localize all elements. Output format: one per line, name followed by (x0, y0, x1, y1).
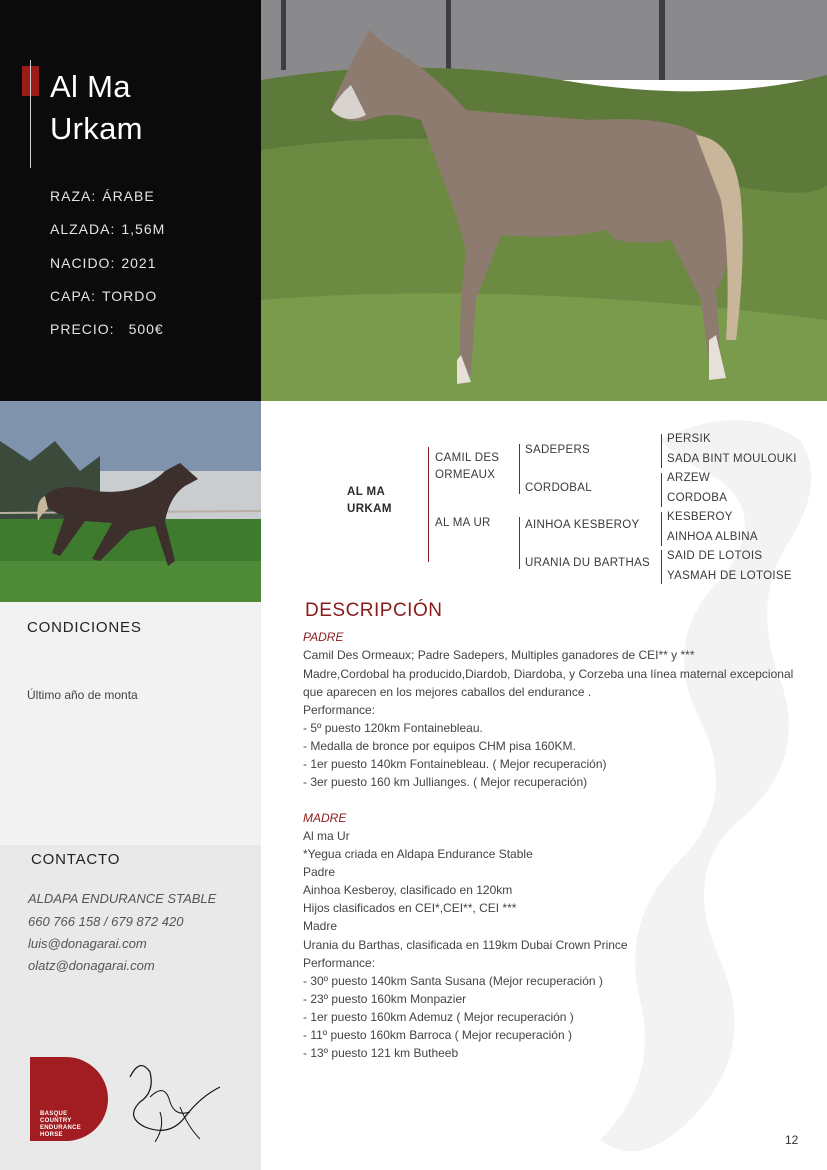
pedigree-subject: AL MA URKAM (347, 486, 392, 515)
pedigree-bar-dam (519, 517, 520, 569)
madre-line: - 11º puesto 160km Barroca ( Mejor recuperación ) (303, 1028, 572, 1042)
contact-email-olatz[interactable]: olatz@donagarai.com (28, 958, 155, 973)
conditions-panel (0, 602, 261, 845)
madre-line: Urania du Barthas, clasificada en 119km Dubai Crown Prince (303, 938, 628, 952)
pedigree-bar-sire (519, 444, 520, 494)
pedigree-g3-item: ARZEW (667, 472, 711, 484)
horse-name (50, 66, 250, 150)
page-number: 12 (785, 1133, 799, 1147)
madre-line: Madre (303, 919, 338, 933)
pedigree-bar-g3-2 (661, 473, 662, 507)
pedigree-g3-item: SAID DE LOTOIS (667, 550, 763, 562)
madre-line: - 13º puesto 121 km Butheeb (303, 1046, 459, 1060)
title-divider (30, 60, 31, 168)
madre-line: *Yegua criada en Aldapa Endurance Stable (303, 847, 533, 861)
pedigree-sire-dam: CORDOBAL (525, 482, 592, 494)
spec-capa: CAPA: TORDO (50, 288, 158, 304)
spec-raza: RAZA: ÁRABE (50, 188, 155, 204)
pedigree-g3-item: KESBEROY (667, 511, 733, 523)
pedigree-g3-item: YASMAH DE LOTOISE (667, 570, 792, 582)
pedigree-g3-item: AINHOA ALBINA (667, 531, 758, 543)
padre-line: - 1er puesto 140km Fontainebleau. ( Mejor recuperación) (303, 757, 607, 771)
pedigree-bar-gen1 (428, 447, 429, 562)
madre-line: Hijos clasificados en CEI*,CEI**, CEI *** (303, 901, 517, 915)
horse-name-line1: Al Ma (50, 69, 131, 104)
contact-phones[interactable]: 660 766 158 / 679 872 420 (28, 914, 184, 929)
padre-line: Camil Des Ormeaux; Padre Sadepers, Multiples ganadores de CEI** y *** (303, 648, 695, 662)
padre-line: Performance: (303, 703, 376, 717)
conditions-heading: CONDICIONES (27, 619, 142, 636)
pedigree-g3-item: PERSIK (667, 433, 711, 445)
padre-line: - 3er puesto 160 km Jullianges. ( Mejor recuperación) (303, 775, 588, 789)
secondary-horse-photo (0, 401, 261, 602)
madre-line: Al ma Ur (303, 829, 350, 843)
pedigree-dam-sire: AINHOA KESBEROY (525, 519, 640, 531)
pedigree-bar-g3-3 (661, 512, 662, 546)
padre-line: - Medalla de bronce por equipos CHM pisa 160KM. (303, 739, 576, 753)
pedigree-bar-g3-1 (661, 434, 662, 468)
madre-line: - 23º puesto 160km Monpazier (303, 992, 467, 1006)
padre-line: - 5º puesto 120km Fontainebleau. (303, 721, 483, 735)
pedigree-sire-sire: SADEPERS (525, 444, 591, 456)
conditions-text: Último año de monta (27, 688, 138, 702)
header-panel (0, 0, 261, 401)
main-horse-photo (261, 0, 827, 401)
pedigree-sire: CAMIL DES ORMEAUX (435, 452, 500, 481)
madre-line: Performance: (303, 956, 376, 970)
madre-line: - 30º puesto 140km Santa Susana (Mejor recuperación ) (303, 974, 603, 988)
stable-logo (30, 1057, 230, 1145)
pedigree-dam-dam: URANIA DU BARTHAS (525, 557, 651, 569)
pedigree-bar-g3-4 (661, 550, 662, 584)
pedigree-g3-item: SADA BINT MOULOUKI (667, 453, 797, 465)
logo-horse-sketch (110, 1057, 230, 1145)
logo-text: BASQUE COUNTRY ENDURANCE HORSE (40, 1111, 82, 1138)
contact-stable: ALDAPA ENDURANCE STABLE (28, 891, 217, 906)
spec-alzada: ALZADA: 1,56M (50, 221, 166, 237)
spec-precio: PRECIO: 500€ (50, 321, 164, 337)
padre-heading: PADRE (303, 630, 344, 644)
contact-email-luis[interactable]: luis@donagarai.com (28, 936, 147, 951)
pedigree-g3-item: CORDOBA (667, 492, 728, 504)
madre-line: - 1er puesto 160km Ademuz ( Mejor recuperación ) (303, 1010, 574, 1024)
horse-name-line2: Urkam (50, 111, 143, 146)
madre-line: Ainhoa Kesberoy, clasificado en 120km (303, 883, 513, 897)
pedigree-dam: AL MA UR (435, 517, 491, 529)
padre-line: Madre,Cordobal ha producido,Diardob, Diardoba, y Corzeba una línea maternal excepcional (303, 667, 794, 681)
padre-line: que aparecen en los mejores caballos del endurance . (303, 685, 592, 699)
description-title: DESCRIPCIÓN (305, 600, 443, 621)
contact-heading: CONTACTO (31, 851, 121, 868)
spec-nacido: NACIDO: 2021 (50, 255, 157, 271)
madre-line: Padre (303, 865, 336, 879)
madre-heading: MADRE (303, 811, 347, 825)
